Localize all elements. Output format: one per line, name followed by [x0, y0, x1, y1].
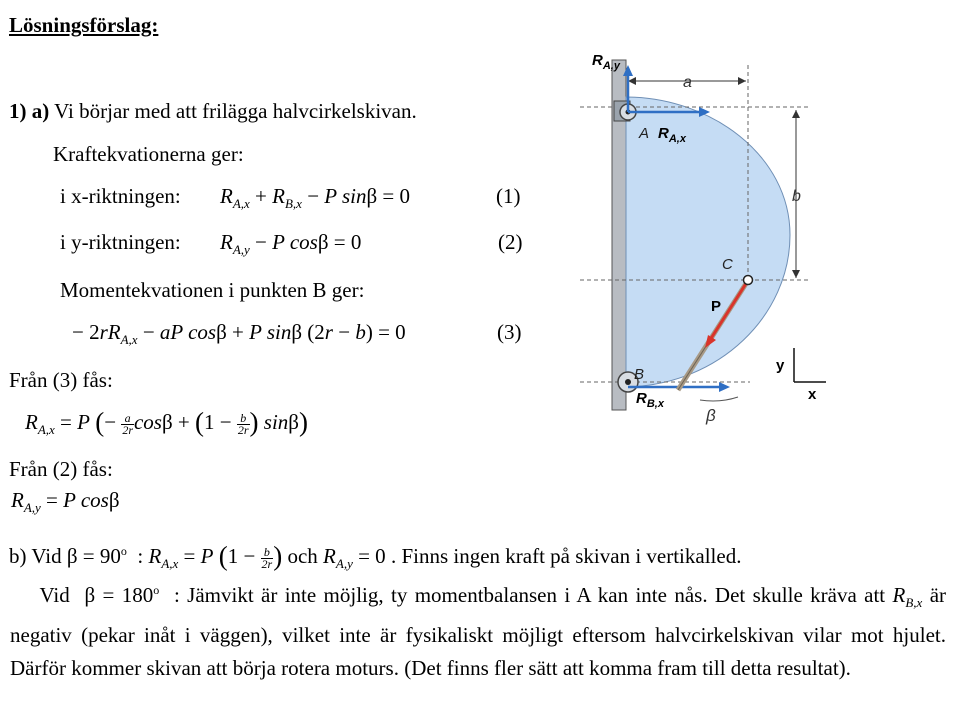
RBx-arrow	[719, 382, 730, 392]
from-2-label: Från (2) fås:	[9, 457, 113, 481]
part-b-case2: Vid $\beta = 180^o$ : Jämvikt är inte möjlig, ty momentbalansen i A kan inte nås. Det skulle kräva att $R_{B,x}$ är negativ (pekar inåt i väggen), vilket inte är fysikaliskt möjligt eftersom halvcirkelskivan vilar mot hjulet. Därför kommer skivan att börja rotera moturs. (Det finns fler sätt att komma fram till detta resultat).	[10, 583, 947, 680]
y-equation: $R_{A,y} - P$ cosβ = 0	[220, 230, 362, 257]
case2-text1: : Jämvikt är inte möjlig, ty momentbalansen i A kan inte nås. Det skulle kräva att	[173, 583, 886, 607]
y-eq-number: (2)	[498, 230, 523, 254]
moment-heading: Momentekvationen i punkten B ger:	[60, 278, 365, 302]
x-dir-label: i x-riktningen:	[60, 184, 181, 208]
case1-och: och	[287, 544, 318, 568]
case2-angle: β = 180	[84, 583, 154, 607]
dim-label-b: b	[792, 188, 801, 205]
part-a-intro: Vi börjar med att frilägga halvcirkelskivan.	[54, 99, 417, 123]
part-b-label: b) Vid	[9, 544, 62, 568]
label-RAy: $R_{A,y}$	[592, 52, 620, 72]
from-3-label: Från (3) fås:	[9, 368, 113, 392]
label-RAx: $R_{A,x}$	[658, 125, 686, 145]
label-C: C	[722, 256, 733, 273]
x-equation: $R_{A,x} + R_{B,x} - P$ sinβ = 0	[220, 184, 411, 211]
case1-tail: . Finns ingen kraft på skivan i vertikalled.	[390, 544, 742, 568]
case2-text2: är negativ (pekar inåt i väggen), vilket inte är fysikaliskt möjligt eftersom halvcirkelskivan vilar mot hjulet. Därför kommer skivan att börja rotera moturs. (Det finns fler sätt att komma fram till detta resultat).	[10, 583, 947, 680]
dim-label-a: a	[683, 74, 692, 91]
moment-equation: − $2rR_{A,x}$ − aP cosβ + P sinβ (2r − b) = 0	[72, 320, 406, 347]
label-A: A	[639, 125, 650, 142]
part-a-label: 1) a)	[9, 99, 50, 123]
point-C	[744, 276, 753, 285]
free-body-diagram	[570, 45, 860, 440]
x-eq-number: (1)	[496, 184, 521, 208]
label-RBx: $R_{B,x}$	[636, 390, 664, 410]
moment-eq-number: (3)	[497, 320, 522, 344]
case1-angle: β = 90	[66, 544, 121, 568]
label-beta: β	[706, 406, 716, 425]
RAy-result-equation: $R_{A,y} = P$ cosβ	[11, 488, 120, 515]
y-dir-label: i y-riktningen:	[60, 230, 181, 254]
force-eq-heading: Kraftekvationerna ger:	[53, 142, 244, 166]
RAx-result-equation: $R_{A,x} = P$ (− $\frac{a}{2r}$ cosβ + (1 − $\frac{b}{2r}$ ) sinβ)	[25, 407, 308, 437]
axis-y: y	[776, 357, 785, 374]
label-P: P	[711, 298, 722, 315]
page-title: Lösningsförslag:	[9, 13, 159, 37]
part-b-case1: b) Vid $\beta = 90^o$ : $R_{A,x} = P$ (1 − $\frac{b}{2r}$ ) och $R_{A,y} = 0$ . Finns ingen kraft på skivan i vertikalled.	[9, 541, 742, 571]
label-B: B	[634, 366, 645, 383]
part-a-intro-line	[9, 99, 417, 123]
axis-x: x	[808, 386, 817, 403]
case2-lead: Vid	[39, 583, 70, 607]
